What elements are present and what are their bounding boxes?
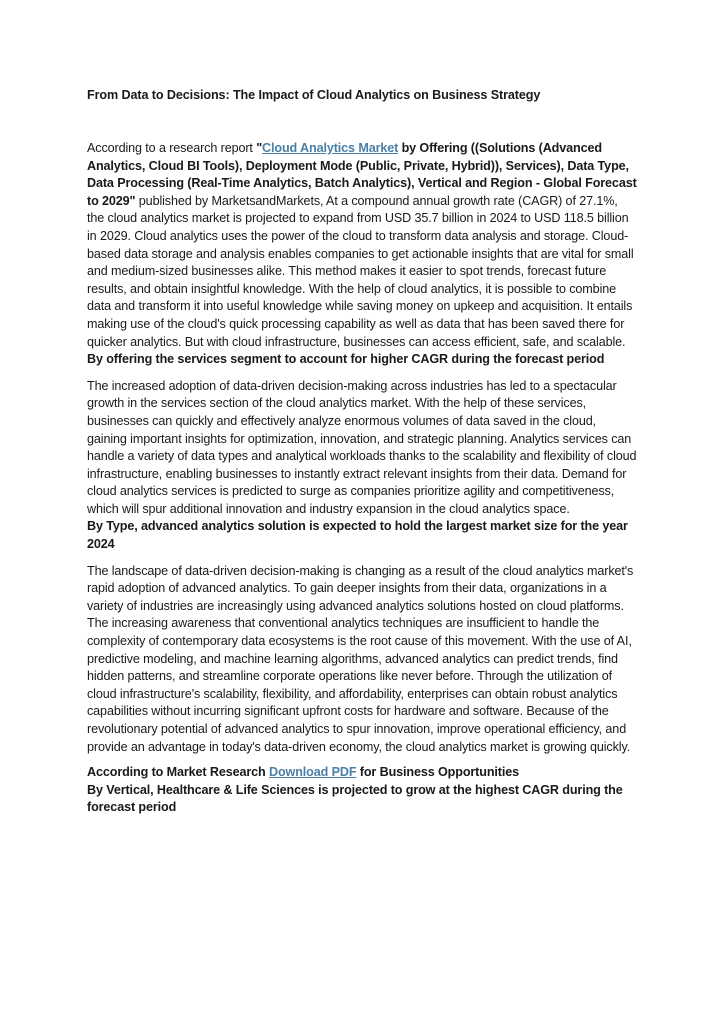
intro-open-quote: " xyxy=(256,141,263,155)
cloud-analytics-market-link[interactable]: Cloud Analytics Market xyxy=(262,141,399,155)
document-body xyxy=(87,140,637,817)
intro-prefix: According to a research report xyxy=(87,141,257,155)
intro-paragraph xyxy=(87,140,637,351)
download-pdf-link[interactable]: Download PDF xyxy=(268,765,357,780)
document-title: From Data to Decisions: The Impact of Cloud Analytics on Business Strategy xyxy=(87,88,541,102)
section-heading-advanced-analytics: By Type, advanced analytics solution is expected to hold the largest market size for the year 2024 xyxy=(87,519,628,552)
download-cta-line xyxy=(87,764,637,782)
intro-body-text: published by MarketsandMarkets, At a compound annual growth rate (CAGR) of 27.1%, the cloud analytics market is projected to expand from USD 35.7 billion in 2024 to USD 118.5 billion in 2029. Cloud analytics uses the power of the cloud to transform data analysis and storage. Cloud-based data storage and analysis enables companies to get actionable insights that are vital for small and medium-sized businesses alike. This method makes it easier to spot trends, forecast future results, and obtain insightful knowledge. With the help of cloud analytics, it is possible to combine data and transform it into useful knowledge while saving money on upkeep and acquisition. It entails making use of the cloud's quick processing capability as well as data that has been saved there for quicker analytics. But with cloud infrastructure, businesses can access efficient, safe, and scalable. xyxy=(87,193,634,349)
cta-suffix: for Business Opportunities xyxy=(356,765,520,780)
section-heading-healthcare: By Vertical, Healthcare & Life Sciences is projected to grow at the highest CAGR during the forecast period xyxy=(87,782,623,815)
section-heading-services: By offering the services segment to account for higher CAGR during the forecast period xyxy=(87,352,605,367)
section-paragraph-advanced-analytics: The landscape of data-driven decision-making is changing as a result of the cloud analytics market's rapid adoption of advanced analytics. To gain deeper insights from their data, organizations in a variety of industries are increasingly using advanced analytics solutions hosted on cloud platforms. The increasing awareness that conventional analytics techniques are insufficient to handle the complexity of contemporary data ecosystems is the root cause of this movement. With the use of AI, predictive modeling, and machine learning algorithms, advanced analytics can predict trends, find hidden patterns, and streamline corporate operations like never before. Through the utilization of cloud infrastructure's scalability, flexibility, and affordability, enterprises can obtain robust analytics capabilities without incurring significant upfront costs for hardware and software. Because of the revolutionary potential of advanced analytics to spur innovation, improve operational efficiency, and provide an advantage in today's data-driven economy, the cloud analytics market is growing quickly. xyxy=(87,563,634,754)
report-title-text: by Offering ((Solutions (Advanced Analytics, Cloud BI Tools), Deployment Mode (Public, Private, Hybrid)), Services), Data Type, Data Processing (Real-Time Analytics, Batch Analytics), Vertical and Region - Global Forecast to 2029" xyxy=(87,141,637,208)
cta-prefix: According to Market Research xyxy=(87,765,269,780)
section-paragraph-services: The increased adoption of data-driven decision-making across industries has led to a spectacular growth in the services section of the cloud analytics market. With the help of these services, businesses can quickly and effectively analyze enormous volumes of data saved in the cloud, gaining important insights for optimization, innovation, and strategic planning. Analytics services can handle a variety of data types and analytical workloads thanks to the scalability and flexibility of cloud infrastructure, enabling businesses to instantly extract relevant insights from their data. Demand for cloud analytics services is predicted to surge as companies prioritize agility and competitiveness, which will spur additional innovation and industry expansion in the cloud analytics space. xyxy=(87,378,637,516)
